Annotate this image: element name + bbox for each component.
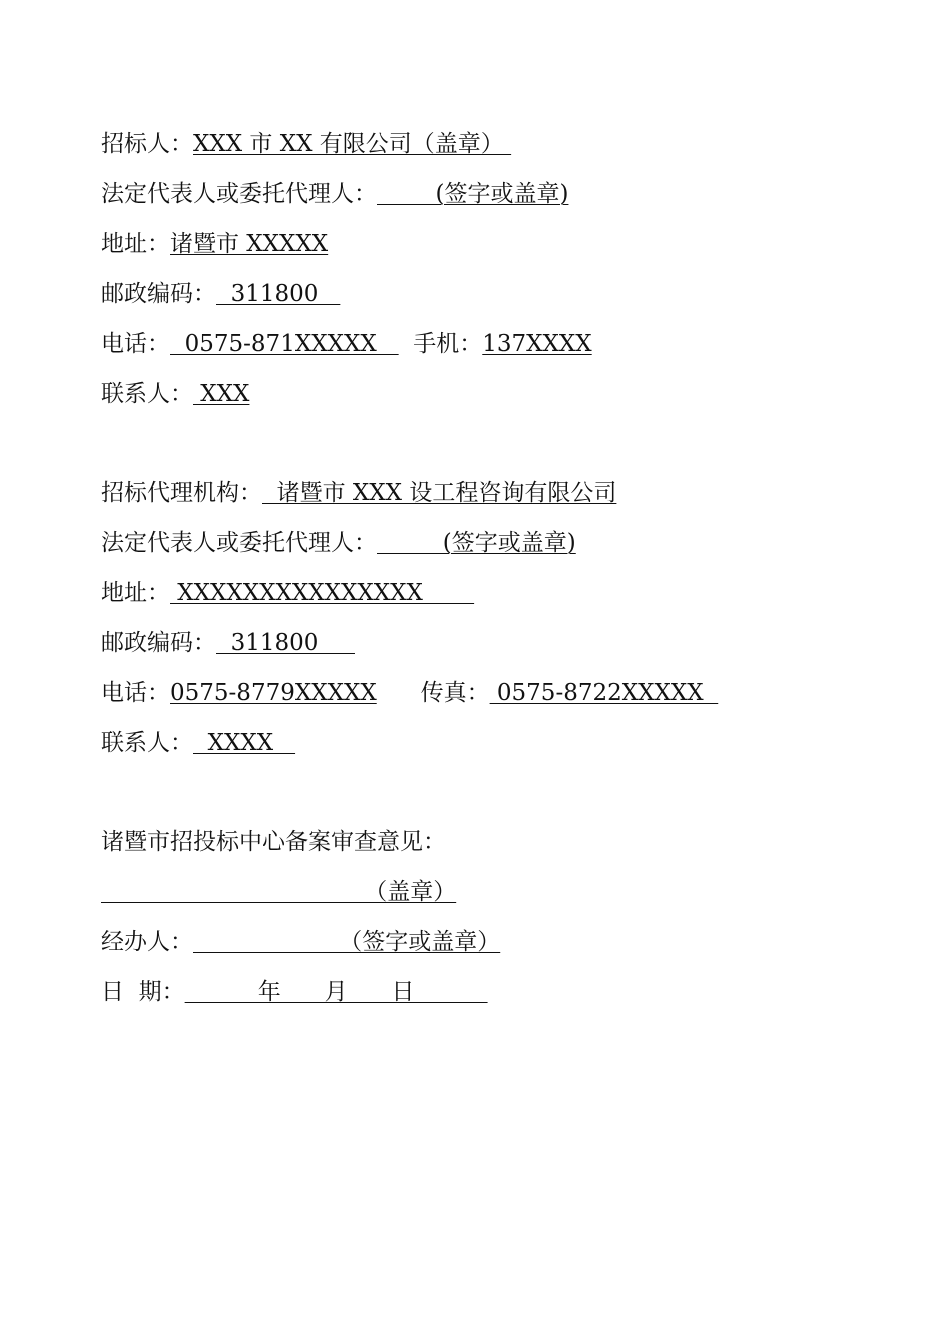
tenderer-phone-label: 电话： [101, 331, 170, 357]
agency-phone-value: 0575-8779XXXXX [170, 680, 377, 706]
tenderer-mobile-label: 手机： [413, 331, 483, 357]
agency-phone-label: 电话： [101, 680, 170, 706]
tenderer-label: 招标人： [101, 131, 193, 157]
agency-address-label: 地址： [101, 580, 170, 606]
agency-fax-label: 传真： [420, 680, 490, 706]
tenderer-postcode-label: 邮政编码： [101, 281, 216, 307]
tenderer-phone-line [101, 326, 901, 376]
agency-address-value: XXXXXXXXXXXXXXX [170, 580, 475, 606]
agency-legal-rep-label: 法定代表人或委托代理人： [101, 530, 377, 556]
agency-postcode-line [101, 625, 901, 675]
section-gap [101, 426, 901, 475]
tenderer-address-value: 诸暨市 XXXXX [170, 231, 329, 257]
tenderer-legal-rep-line [101, 176, 901, 226]
tenderer-contact-value: XXX [193, 381, 250, 407]
tenderer-value: XXX 市 XX 有限公司（盖章） [193, 131, 512, 157]
agency-value: 诸暨市 XXX 设工程咨询有限公司 [262, 480, 617, 506]
agency-line [101, 475, 901, 525]
tenderer-address-label: 地址： [101, 231, 170, 257]
agency-legal-rep-value: (签字或盖章) [377, 530, 576, 556]
review-seal-value: （盖章） [101, 879, 457, 905]
section-gap [101, 775, 901, 824]
agency-postcode-label: 邮政编码： [101, 630, 216, 656]
tenderer-legal-rep-label: 法定代表人或委托代理人： [101, 181, 377, 207]
tenderer-legal-rep-value: (签字或盖章) [377, 181, 569, 207]
agency-address-line [101, 575, 901, 625]
tenderer-line [101, 126, 901, 176]
review-handler-value: （签字或盖章） [193, 929, 501, 955]
tenderer-mobile-value: 137XXXX [482, 331, 592, 357]
review-date-value: 年 月 日 [184, 979, 488, 1005]
tenderer-postcode-value: 311800 [216, 281, 341, 307]
agency-contact-line [101, 725, 901, 775]
agency-contact-label: 联系人： [101, 730, 193, 756]
tenderer-phone-value: 0575-871XXXXX [170, 331, 399, 357]
tenderer-address-line [101, 226, 901, 276]
tenderer-postcode-line [101, 276, 901, 326]
agency-postcode-value: 311800 [216, 630, 355, 656]
review-title: 诸暨市招投标中心备案审查意见： [101, 829, 446, 855]
review-handler-line [101, 924, 901, 974]
agency-label: 招标代理机构： [101, 480, 262, 506]
agency-phone-line [101, 675, 901, 725]
review-date-label: 日 期： [101, 979, 185, 1005]
tender-document-page [101, 126, 901, 1024]
agency-legal-rep-line [101, 525, 901, 575]
review-handler-label: 经办人： [101, 929, 193, 955]
agency-fax-value: 0575-8722XXXXX [489, 680, 719, 706]
tenderer-contact-label: 联系人： [101, 381, 193, 407]
review-date-line [101, 974, 901, 1024]
tenderer-contact-line [101, 376, 901, 426]
agency-contact-value: XXXX [193, 730, 296, 756]
review-seal-line [101, 874, 901, 924]
